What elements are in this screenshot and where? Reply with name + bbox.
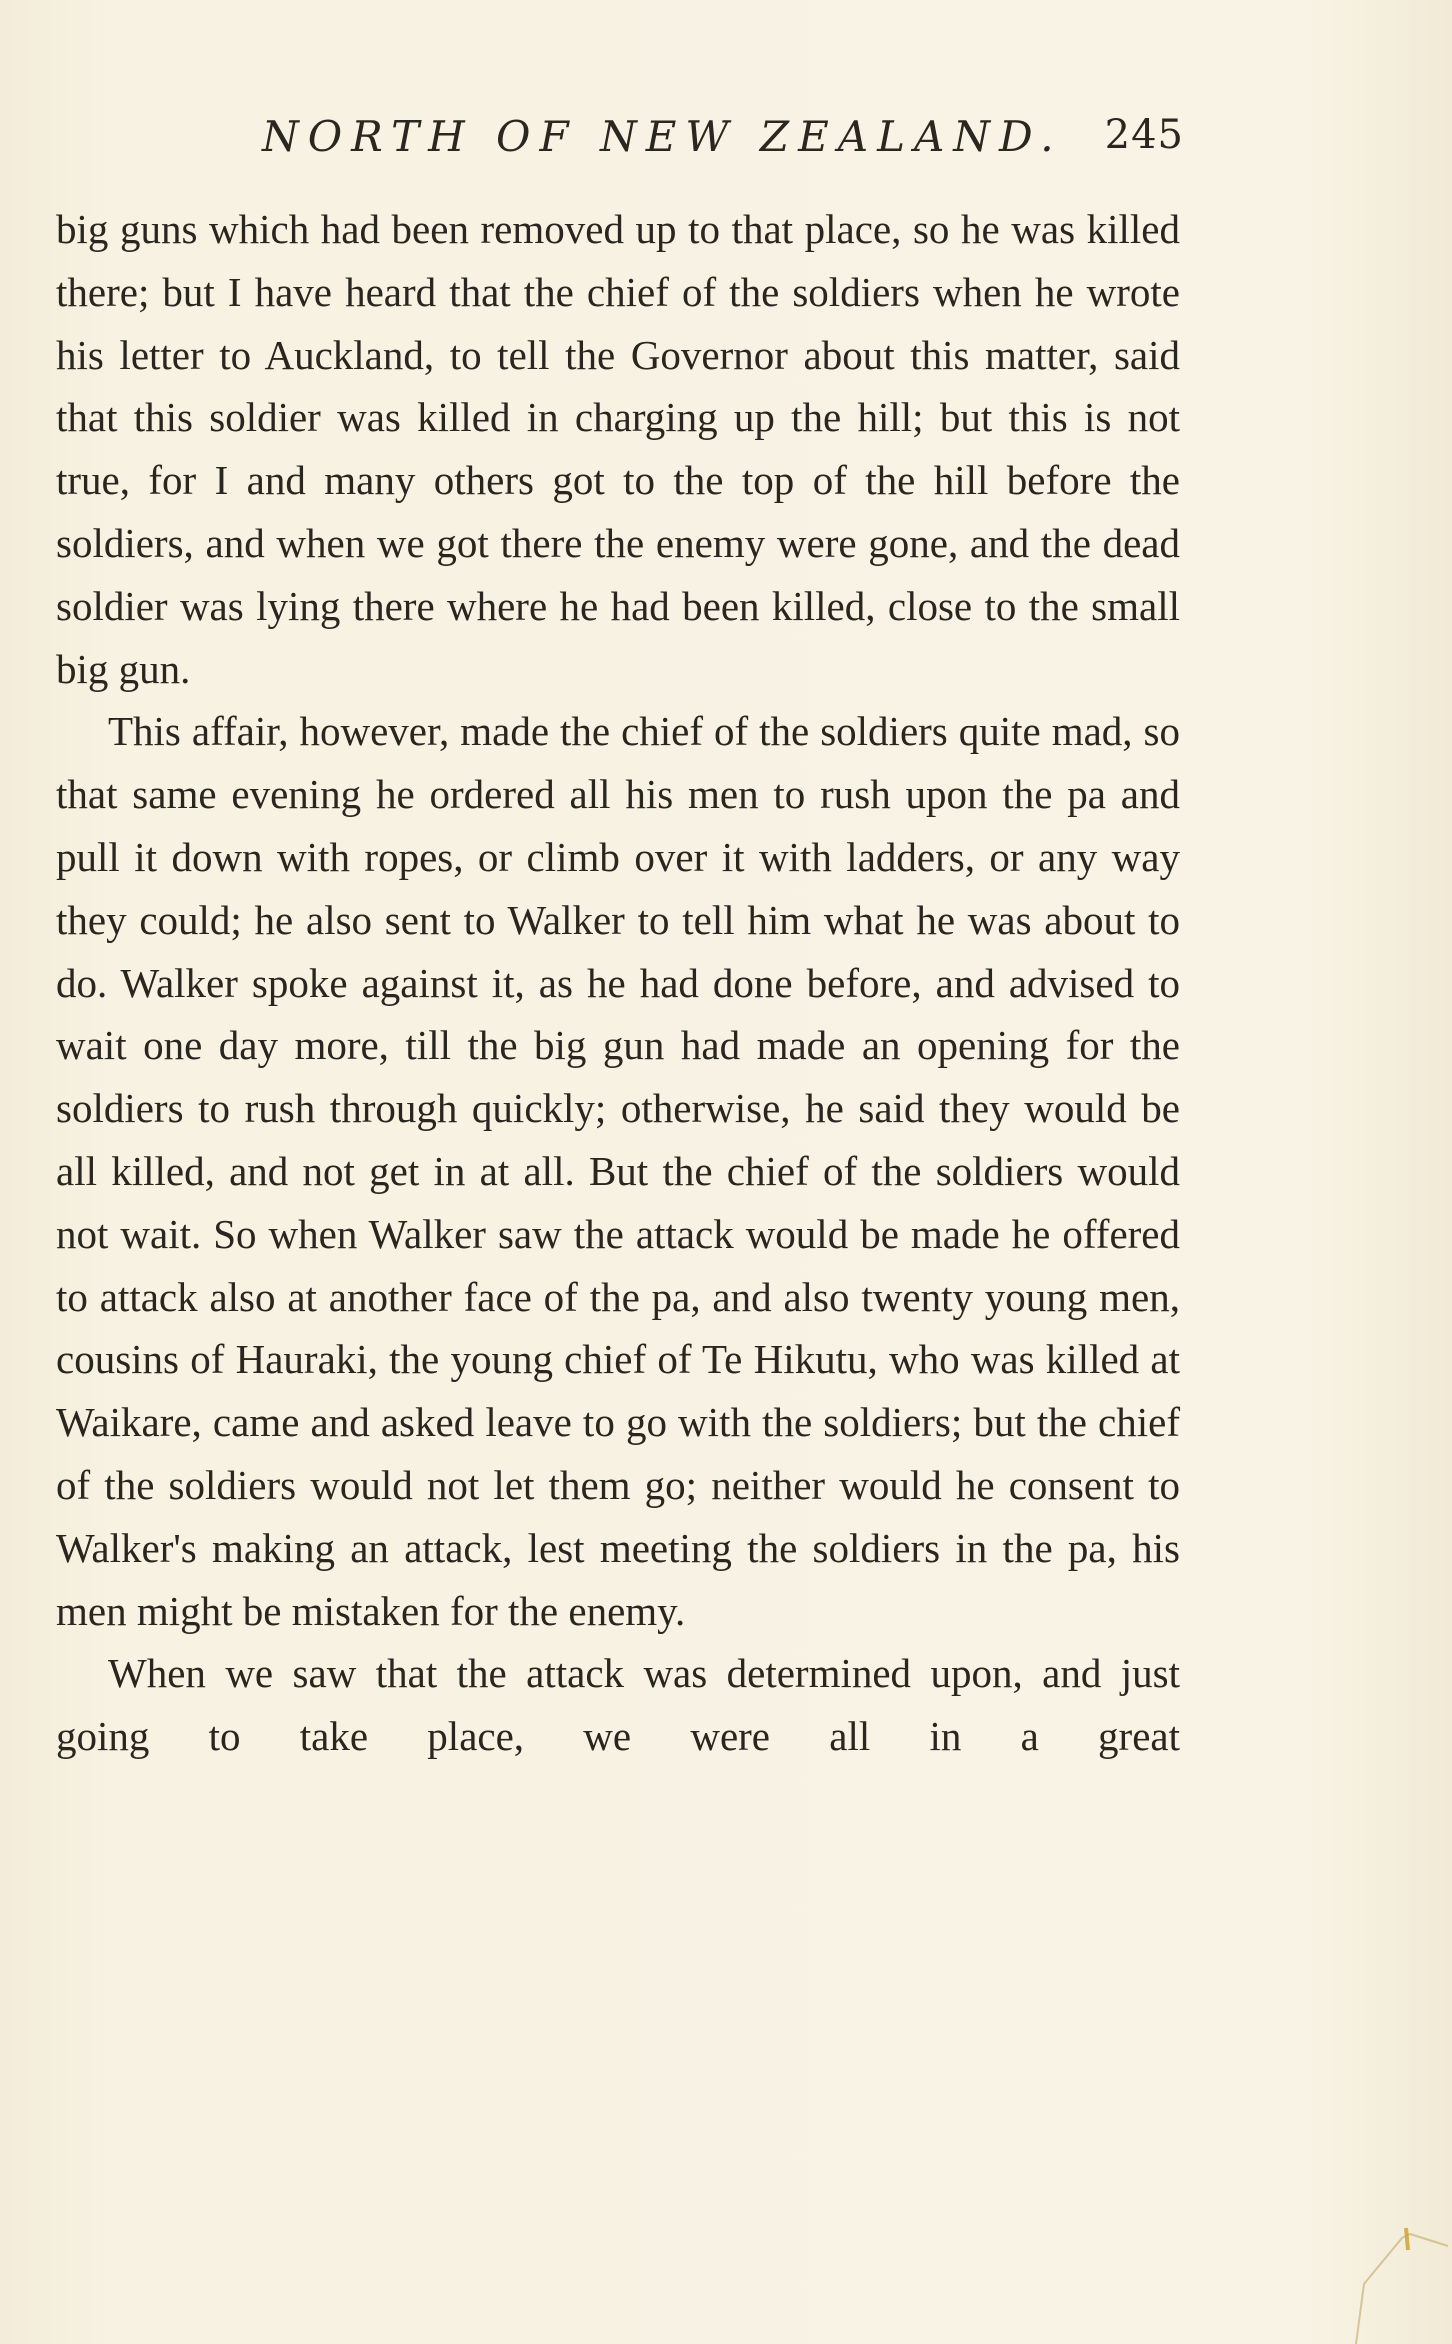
body-text — [56, 198, 1180, 1768]
running-title: NORTH OF NEW ZEALAND. — [262, 112, 1063, 161]
paragraph-continued: big guns which had been removed up to that place, so he was killed there; but I have heard that the chief of the soldiers when he wrote his letter to Auckland, to tell the Governor about this matter, said that this soldier was killed in charging up the hill; but this is not true, for I and many others got to the top of the hill before the soldiers, and when we got there the enemy were gone, and the dead soldier was lying there where he had been killed, close to the small big gun. — [56, 206, 1180, 692]
page-corner-mark — [1272, 2174, 1452, 2344]
paragraph: This affair, however, made the chief of the soldiers quite mad, so that same evening he ordered all his men to rush upon the pa and pull it down with ropes, or climb over it with ladders, or any way they could; he also sent to Walker to tell him what he was about to do. Walker spoke against it, as he had done before, and advised to wait one day more, till the big gun had made an opening for the soldiers to rush through quickly; otherwise, he said they would be all killed, and not get in at all. But the chief of the soldiers would not wait. So when Walker saw the attack would be made he offered to attack also at another face of the pa, and also twenty young men, cousins of Hauraki, the young chief of Te Hikutu, who was killed at Waikare, came and asked leave to go with the soldiers; but the chief of the soldiers would not let them go; neither would he consent to Walker's making an attack, lest meeting the soldiers in the pa, his men might be mistaken for the enemy. — [56, 708, 1180, 1634]
paragraph-continuing: When we saw that the attack was determined upon, and just going to take place, we were all in a great — [56, 1650, 1180, 1760]
page-number: 245 — [1104, 112, 1184, 158]
running-head — [56, 112, 1184, 172]
